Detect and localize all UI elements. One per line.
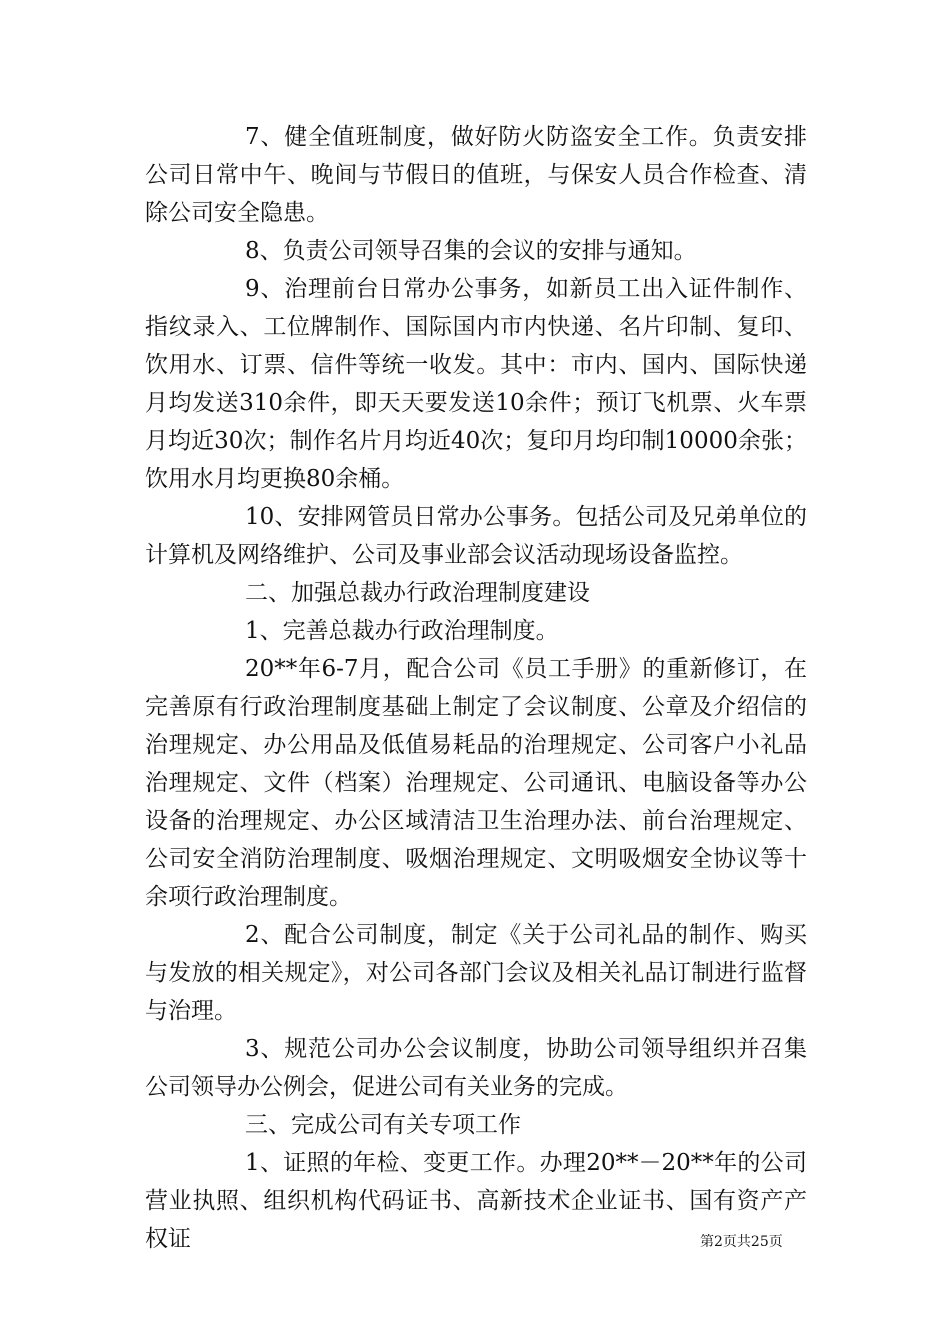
document-body — [145, 118, 807, 1258]
page-number-footer: 第2页共25页 — [700, 1234, 783, 1250]
section-heading-3: 三、完成公司有关专项工作 — [245, 1112, 521, 1138]
paragraph-regulations: 20**年6-7月，配合公司《员工手册》的重新修订，在完善原有行政治理制度基础上制定了会议制度、公章及介绍信的治理规定、办公用品及低值易耗品的治理规定、公司客户小礼品治理规定、文件（档案）治理规定、公司通讯、电脑设备等办公设备的治理规定、办公区域清洁卫生治理办法、前台治理规定、公司安全消防治理制度、吸烟治理规定、文明吸烟安全协议等十余项行政治理制度。 — [145, 656, 807, 910]
paragraph-item-3-1: 1、证照的年检、变更工作。办理20**－20**年的公司营业执照、组织机构代码证书、高新技术企业证书、国有资产产权证 — [145, 1150, 807, 1252]
paragraph-duty-9: 9、治理前台日常办公事务，如新员工出入证件制作、指纹录入、工位牌制作、国际国内市内快递、名片印制、复印、饮用水、订票、信件等统一收发。其中：市内、国内、国际快递月均发送310余件，即天天要发送10余件；预订飞机票、火车票月均近30次；制作名片月均近40次；复印月均印制10000余张；饮用水月均更换80余桶。 — [145, 276, 807, 492]
paragraph-duty-10: 10、安排网管员日常办公事务。包括公司及兄弟单位的计算机及网络维护、公司及事业部会议活动现场设备监控。 — [145, 504, 807, 568]
paragraph-item-2-2: 2、配合公司制度，制定《关于公司礼品的制作、购买与发放的相关规定》，对公司各部门会议及相关礼品订制进行监督与治理。 — [145, 922, 807, 1024]
paragraph-item-2-3: 3、规范公司办公会议制度，协助公司领导组织并召集公司领导办公例会，促进公司有关业务的完成。 — [145, 1036, 807, 1100]
section-heading-2: 二、加强总裁办行政治理制度建设 — [245, 580, 590, 606]
paragraph-duty-8: 8、负责公司领导召集的会议的安排与通知。 — [245, 238, 697, 264]
paragraph-item-2-1: 1、完善总裁办行政治理制度。 — [245, 618, 559, 644]
paragraph-duty-7: 7、健全值班制度，做好防火防盗安全工作。负责安排公司日常中午、晚间与节假日的值班，与保安人员合作检查、清除公司安全隐患。 — [145, 124, 807, 226]
